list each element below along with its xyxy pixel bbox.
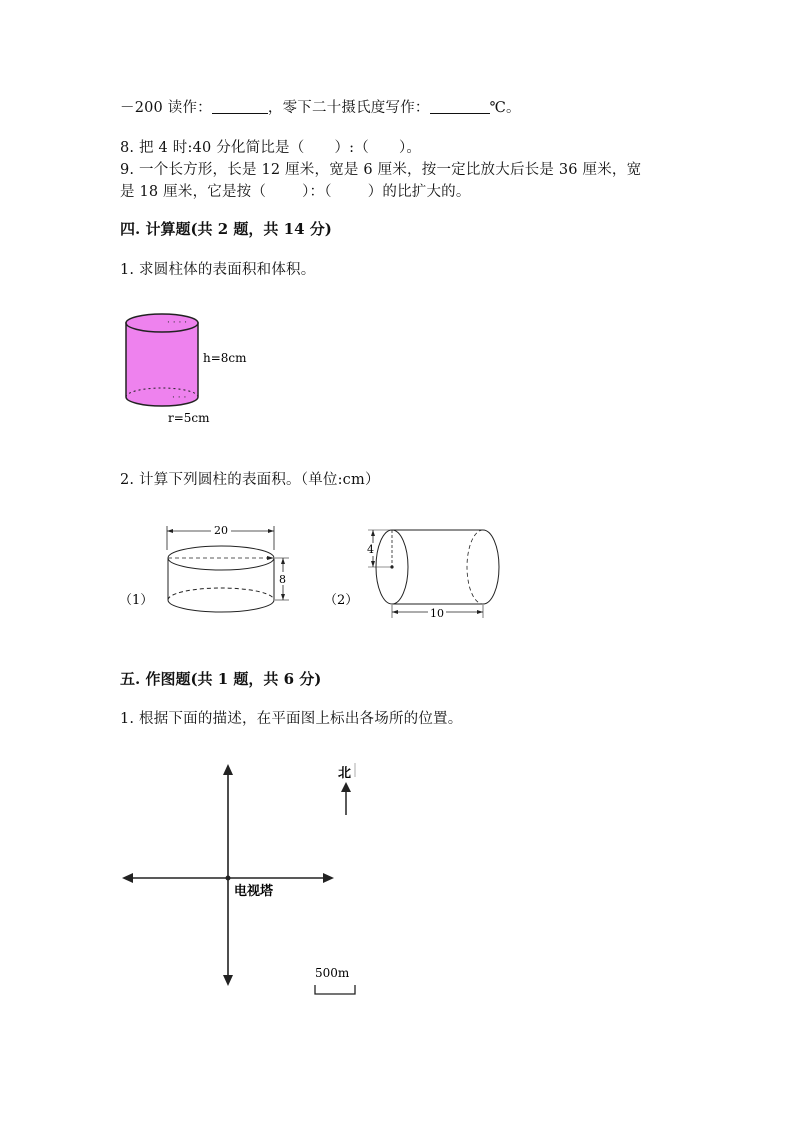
cylinder-figure-2 [320, 520, 520, 625]
radius-label: r=5cm [168, 411, 210, 425]
ew-axis-right-arrow [323, 873, 334, 883]
dots-bottom: · · · [172, 393, 187, 403]
scale-label: 500m [315, 966, 350, 980]
ew-axis-left-arrow [122, 873, 133, 883]
ns-axis-bottom-arrow [223, 975, 233, 986]
q8-suffix: ）。 [398, 140, 422, 156]
q9-line2-suffix: ）的比扩大的。 [367, 184, 471, 200]
q8-prefix: 8. 把 4 时:40 分化简比是（ [120, 140, 305, 156]
s5-q1-text: 1. 根据下面的描述，在平面图上标出各场所的位置。 [120, 711, 463, 727]
ns-axis-top-arrow [223, 764, 233, 775]
north-label: 北 [338, 766, 352, 781]
fig2-radius-label: 4 [367, 543, 374, 556]
section4-title: 四. 计算题(共 2 题，共 14 分) [120, 220, 332, 238]
fig2-length-label: 10 [430, 607, 444, 620]
section5-title: 五. 作图题(共 1 题，共 6 分) [120, 670, 322, 688]
fig1-diameter-label: 20 [214, 524, 228, 537]
q7-unit: ℃。 [489, 100, 521, 116]
cylinder-top [126, 314, 198, 332]
origin-point [226, 876, 231, 881]
q7-line [120, 96, 521, 117]
s4-q1-text: 1. 求圆柱体的表面积和体积。 [120, 262, 316, 278]
origin-label: 电视塔 [234, 884, 274, 899]
height-label: h=8cm [203, 351, 247, 365]
dots-top: · · · · [167, 318, 188, 328]
q9-line2-mid: ）：（ [302, 184, 332, 200]
q9-line2 [120, 180, 471, 201]
q7-prefix: －200 读作： [120, 100, 212, 116]
scale-bar [315, 985, 355, 994]
q8-line [120, 136, 421, 157]
q7-blank-reading[interactable] [212, 99, 268, 114]
cylinder-figure-1 [115, 520, 305, 620]
q8-mid: ）:（ [334, 140, 369, 156]
q7-mid: ，零下二十摄氏度写作： [267, 100, 430, 116]
pink-cylinder-figure [115, 305, 275, 435]
q9-line2-prefix: 是 18 厘米，它是按（ [120, 184, 267, 200]
fig2-tag: （2） [324, 593, 359, 608]
fig1-height-label: 8 [279, 573, 286, 586]
q9-line1: 9. 一个长方形，长是 12 厘米，宽是 6 厘米，按一定比放大后长是 36 厘米，宽 [120, 162, 642, 178]
s4-q2-text: 2. 计算下列圆柱的表面积。（单位:cm） [120, 472, 380, 488]
cylinder-body [126, 323, 198, 406]
plan-map [115, 755, 375, 1005]
q7-blank-written[interactable] [430, 99, 490, 114]
fig1-tag: （1） [119, 593, 154, 608]
